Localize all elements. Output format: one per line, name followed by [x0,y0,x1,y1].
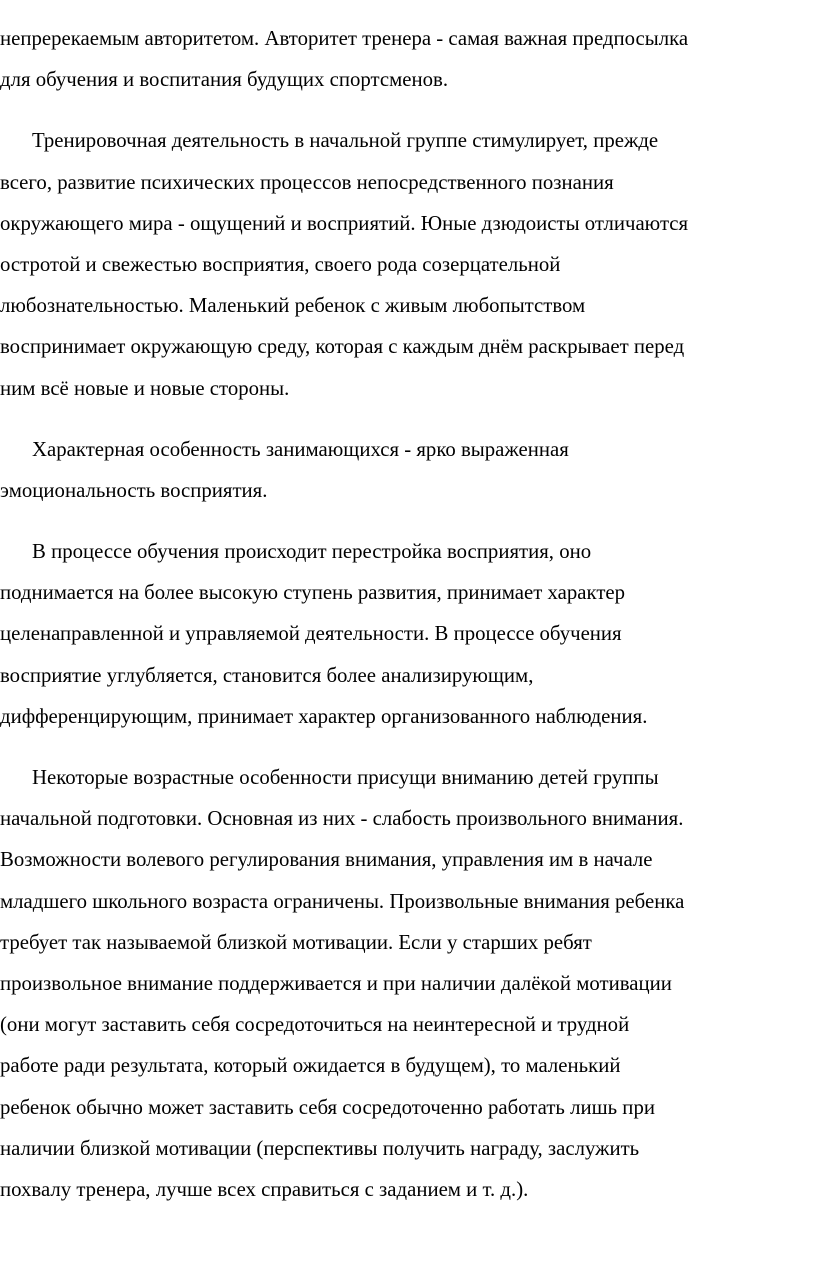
paragraph-3 [0,429,816,511]
text-line: (они могут заставить себя сосредоточиться на неинтересной и трудной [0,1013,630,1037]
text-line: Характерная особенность занимающихся - ярко выраженная [32,437,569,461]
paragraph-5 [0,757,816,1210]
paragraph-2 [0,120,816,408]
text-line: ребенок обычно может заставить себя сосредоточенно работать лишь при [0,1095,655,1119]
text-line: Тренировочная деятельность в начальной группе стимулирует, прежде [32,129,659,153]
text-line: остротой и свежестью восприятия, своего рода созерцательной [0,252,561,276]
paragraph-1 [0,18,816,100]
text-line: восприятие углубляется, становится более анализирующим, [0,663,534,687]
text-line: непререкаемым авторитетом. Авторитет тренера - самая важная предпосылка [0,27,689,50]
text-line: ним всё новые и новые стороны. [0,376,290,400]
text-line: воспринимает окружающую среду, которая с каждым днём раскрывает перед [0,335,685,359]
text-line: всего, развитие психических процессов непосредственного познания [0,170,614,194]
text-line: произвольное внимание поддерживается и при наличии далёкой мотивации [0,971,672,995]
text-line: поднимается на более высокую ступень развития, принимает характер [0,581,626,605]
text-line: похвалу тренера, лучше всех справиться с заданием и т. д.). [0,1177,529,1201]
text-line: эмоциональность восприятия. [0,478,268,502]
text-line: младшего школьного возраста ограничены. Произвольные внимания ребенка [0,889,685,913]
text-line: наличии близкой мотивации (перспективы получить награду, заслужить [0,1136,640,1160]
text-line: Возможности волевого регулирования внимания, управления им в начале [0,848,653,872]
text-line: для обучения и воспитания будущих спортсменов. [0,68,449,92]
text-line: Некоторые возрастные особенности присущи вниманию детей группы [32,766,659,789]
text-line: начальной подготовки. Основная из них - слабость произвольного внимания. [0,807,684,831]
paragraph-4 [0,531,816,737]
text-line: работе ради результата, который ожидается в будущем), то маленький [0,1054,621,1078]
text-line: дифференцирующим, принимает характер организованного наблюдения. [0,704,648,728]
text-line: окружающего мира - ощущений и восприятий. Юные дзюдоисты отличаются [0,211,689,235]
text-line: требует так называемой близкой мотивации. Если у старших ребят [0,930,592,954]
text-line: В процессе обучения происходит перестройка восприятия, оно [32,540,592,564]
text-line: любознательностью. Маленький ребенок с живым любопытством [0,294,586,318]
text-line: целенаправленной и управляемой деятельности. В процессе обучения [0,622,622,646]
